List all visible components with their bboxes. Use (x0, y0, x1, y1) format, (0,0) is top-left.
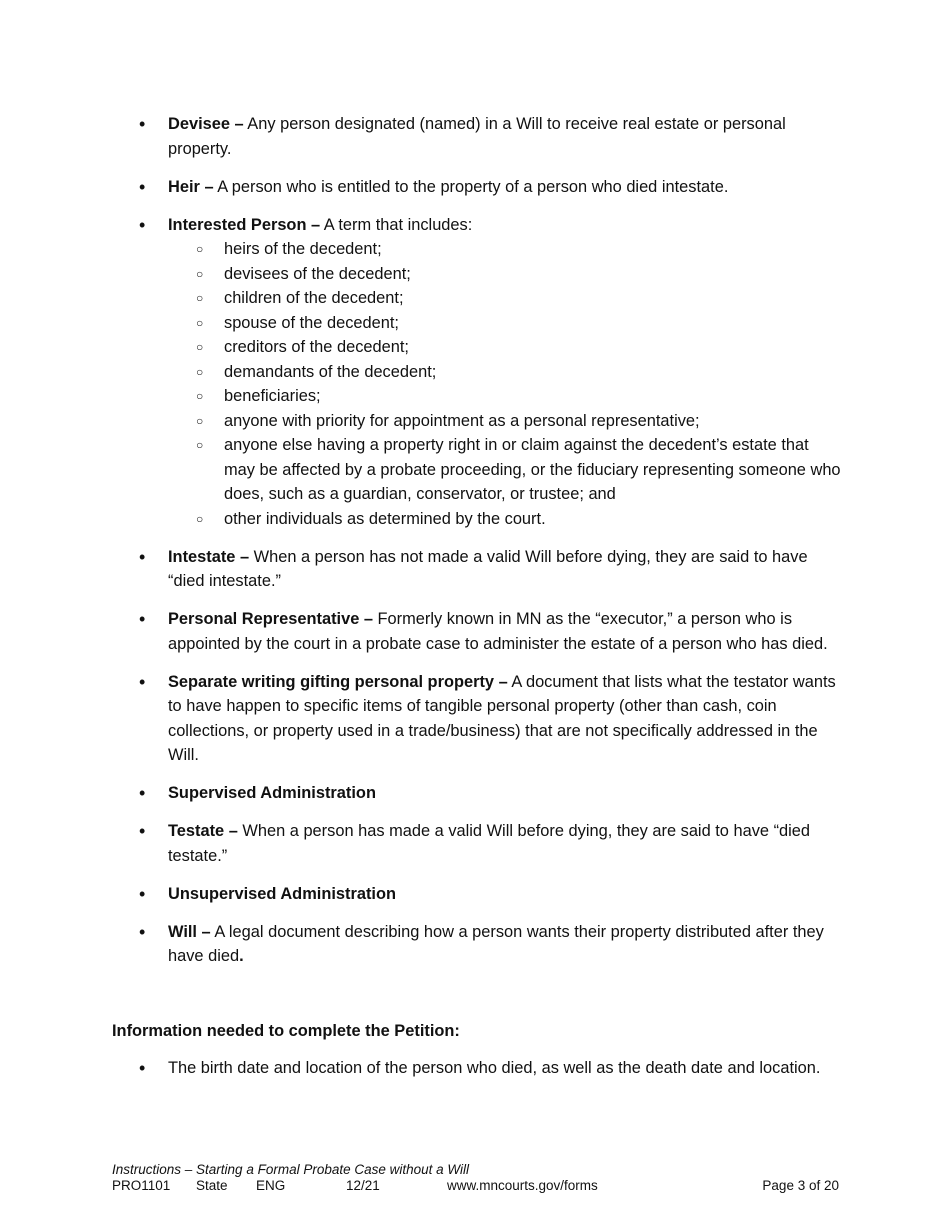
definition-text: When a person has not made a valid Will before dying, they are said to have “died intestate.” (168, 547, 808, 590)
definition-will (112, 920, 842, 969)
term-label: Heir – (168, 177, 214, 196)
term-label: Intestate – (168, 547, 250, 566)
form-language: ENG (256, 1178, 286, 1193)
list-item: • The birth date and location of the person who died, as well as the death date and location. (112, 1056, 842, 1081)
definition-supervised-administration (112, 781, 842, 806)
list-item: ○ anyone else having a property right in or claim against the decedent’s estate that may be affected by a probate proceeding, or the fiduciary representing someone who does, such as a guardian, conservator, or trustee; and (168, 433, 842, 507)
definition-unsupervised-administration (112, 882, 842, 907)
petition-info-list (112, 1056, 842, 1081)
definition-text: A person who is entitled to the property of a person who died intestate. (213, 177, 729, 196)
footer-meta (112, 1178, 839, 1194)
list-item: ○ creditors of the decedent; (168, 335, 842, 360)
interested-person-sublist (168, 237, 842, 531)
definition-text: When a person has made a valid Will before dying, they are said to have “died testate.” (168, 822, 811, 865)
section-heading: Information needed to complete the Petition: (112, 1021, 460, 1040)
definition-interested-person (112, 213, 842, 532)
list-item: ○ beneficiaries; (168, 384, 842, 409)
form-id: PRO1101 (112, 1178, 171, 1193)
page-footer (112, 1162, 839, 1194)
term-label: Supervised Administration (168, 784, 376, 802)
definition-heir (112, 175, 842, 200)
term-label: Unsupervised Administration (168, 884, 396, 903)
list-item: ○ spouse of the decedent; (168, 311, 842, 336)
list-item: ○ demandants of the decedent; (168, 360, 842, 385)
term-label: Separate writing gifting personal property – (168, 672, 508, 691)
list-item: ○ other individuals as determined by the court. (168, 507, 842, 532)
definition-tail: . (239, 947, 244, 965)
page-content (112, 112, 842, 1094)
term-label: Devisee – (168, 115, 244, 133)
definition-text: A legal document describing how a person wants their property distributed after they have died (168, 922, 824, 965)
footer-url[interactable]: www.mncourts.gov/forms (447, 1178, 598, 1193)
list-item: ○ children of the decedent; (168, 286, 842, 311)
term-label: Will – (168, 922, 211, 941)
term-label: Interested Person – (168, 215, 321, 234)
definition-text: A document that lists what the testator wants to have happen to specific items of tangible personal property (other than cash, coin collections, or property used in a trade/business) that are not specifically addressed in the Will. (168, 672, 836, 764)
page-number: Page 3 of 20 (762, 1178, 839, 1193)
definition-testate (112, 819, 842, 868)
definition-personal-representative (112, 607, 842, 656)
definitions-list (112, 112, 842, 969)
form-date: 12/21 (346, 1178, 380, 1193)
list-item: ○ heirs of the decedent; (168, 237, 842, 262)
term-label: Testate – (168, 822, 238, 840)
list-item: ○ devisees of the decedent; (168, 262, 842, 287)
definition-text: A term that includes: (320, 215, 473, 234)
definition-text: Any person designated (named) in a Will to receive real estate or personal property. (168, 115, 786, 158)
footer-title: Instructions – Starting a Formal Probate Case without a Will (112, 1162, 470, 1177)
definition-separate-writing (112, 670, 842, 768)
definition-text: Formerly known in MN as the “executor,” a person who is appointed by the court in a probate case to administer the estate of a person who has died. (168, 610, 828, 653)
form-scope: State (196, 1178, 228, 1193)
definition-devisee (112, 112, 842, 161)
definition-intestate (112, 545, 842, 594)
list-item: ○ anyone with priority for appointment as a personal representative; (168, 409, 842, 434)
term-label: Personal Representative – (168, 610, 373, 628)
